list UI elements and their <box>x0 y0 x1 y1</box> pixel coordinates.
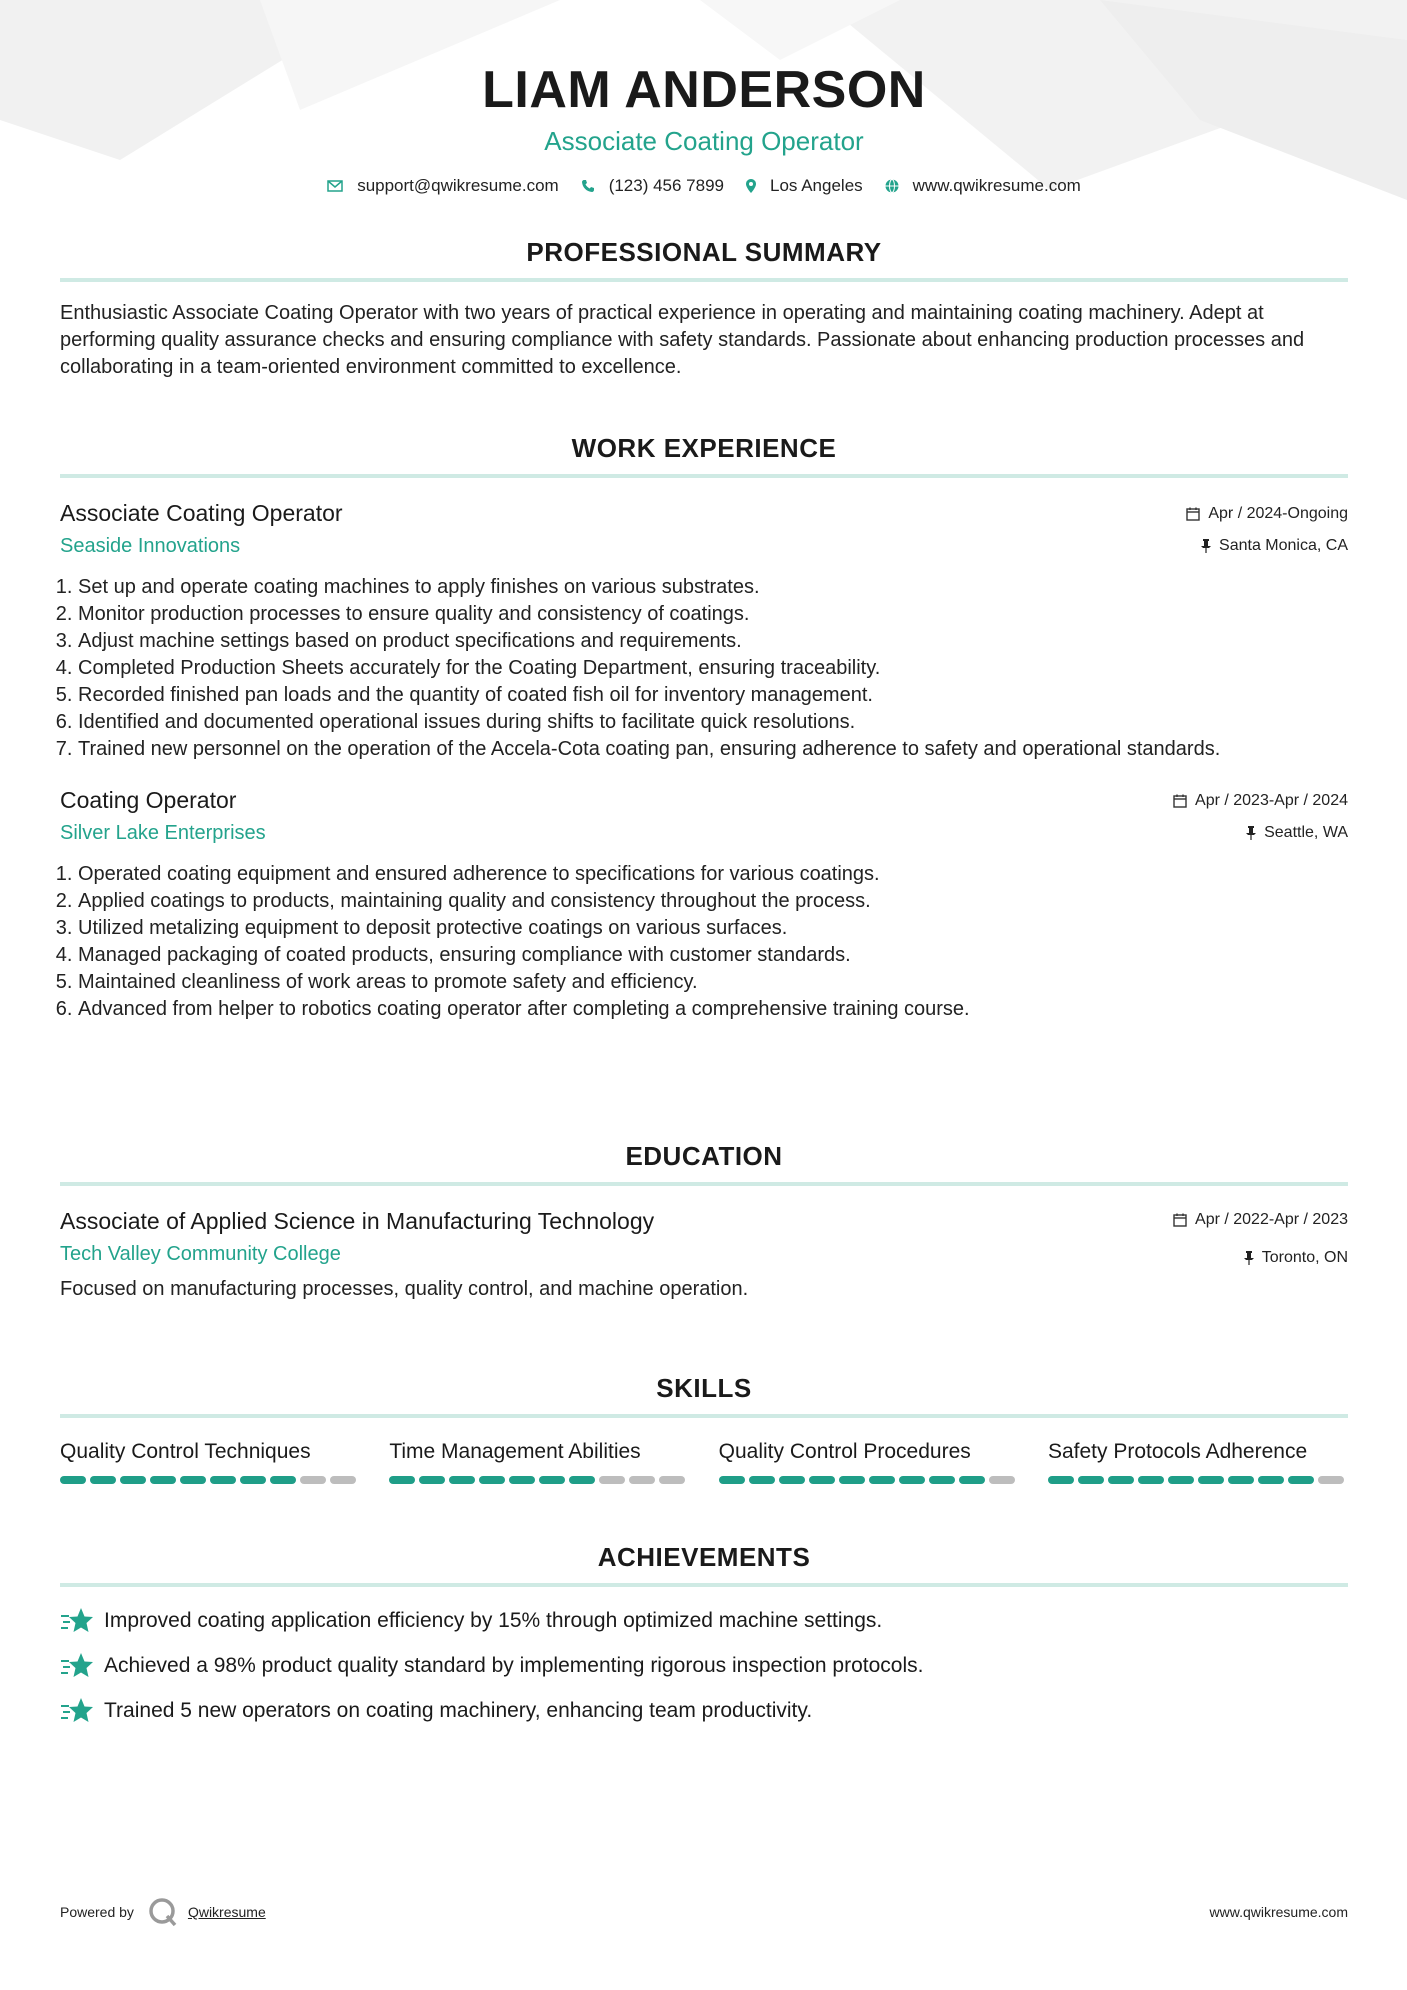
skill-level-segment <box>1168 1476 1194 1484</box>
resume-page <box>60 0 1348 1990</box>
education-heading: EDUCATION <box>60 1141 1348 1186</box>
job-meta <box>1186 498 1348 556</box>
contact-website-text: www.qwikresume.com <box>912 176 1081 195</box>
page-footer <box>60 1897 1348 1927</box>
contact-email-text: support@qwikresume.com <box>357 176 559 195</box>
contact-phone-text: (123) 456 7899 <box>608 176 725 195</box>
achievement-text: Improved coating application efficiency by 15% through optimized machine settings. <box>104 1609 883 1632</box>
skill-level-segment <box>1138 1476 1164 1484</box>
skill-level-segment <box>749 1476 775 1484</box>
skill-level-segment <box>300 1476 326 1484</box>
contact-bar <box>60 176 1348 196</box>
pin-icon <box>1201 539 1211 553</box>
star-icon <box>60 1607 94 1635</box>
skill-level-segment <box>330 1476 356 1484</box>
pin-icon <box>1244 1251 1254 1265</box>
star-icon <box>60 1652 94 1680</box>
list-item: 5. Maintained cleanliness of work areas to promote safety and efficiency. <box>78 969 1348 996</box>
contact-phone[interactable] <box>581 176 724 196</box>
skill-level-segment <box>599 1476 625 1484</box>
job-dates: Apr / 2023-Apr / 2024 <box>1195 792 1348 809</box>
skill-level-segment <box>989 1476 1015 1484</box>
skill-level-segment <box>809 1476 835 1484</box>
achievements-heading: ACHIEVEMENTS <box>60 1542 1348 1587</box>
education-meta <box>1173 1206 1348 1268</box>
job-dates: Apr / 2024-Ongoing <box>1208 505 1348 522</box>
calendar-icon <box>1173 1213 1187 1227</box>
star-icon <box>60 1697 94 1725</box>
experience-section <box>60 433 1348 1023</box>
skill-level-bar <box>719 1476 1019 1484</box>
education-location: Toronto, ON <box>1261 1249 1348 1266</box>
job-role: Associate Coating Operator <box>60 500 343 526</box>
list-item: 1. Operated coating equipment and ensured adherence to specifications for various coatings. <box>78 861 1348 888</box>
job-company: Seaside Innovations <box>60 535 241 557</box>
skill-level-segment <box>509 1476 535 1484</box>
achievement-text: Achieved a 98% product quality standard by implementing rigorous inspection protocols. <box>104 1654 924 1677</box>
skill-level-bar <box>60 1476 360 1484</box>
contact-location-text: Los Angeles <box>770 176 863 195</box>
skills-section <box>60 1373 1348 1484</box>
skill-level-segment <box>839 1476 865 1484</box>
job-location: Seattle, WA <box>1264 824 1348 841</box>
list-item: 7. Trained new personnel on the operation of the Accela-Cota coating pan, ensuring adherence to safety and operational standards. <box>78 736 1348 763</box>
calendar-icon <box>1186 507 1200 521</box>
skill-name: Safety Protocols Adherence <box>1047 1440 1308 1463</box>
skill-level-segment <box>959 1476 985 1484</box>
skill-level-segment <box>60 1476 86 1484</box>
list-item: 5. Recorded finished pan loads and the quantity of coated fish oil for inventory management. <box>78 682 1348 709</box>
skill-item <box>719 1438 1019 1484</box>
skill-level-segment <box>869 1476 895 1484</box>
qwikresume-logo-icon <box>148 1897 178 1927</box>
skill-level-segment <box>659 1476 685 1484</box>
candidate-name: LIAM ANDERSON <box>482 61 926 119</box>
envelope-icon <box>327 180 343 192</box>
skill-level-segment <box>569 1476 595 1484</box>
candidate-title: Associate Coating Operator <box>544 126 864 156</box>
skill-level-bar <box>389 1476 689 1484</box>
education-section <box>60 1141 1348 1303</box>
achievement-item <box>60 1697 1348 1725</box>
calendar-icon <box>1173 794 1187 808</box>
education-degree: Associate of Applied Science in Manufacturing Technology <box>60 1208 655 1234</box>
skill-level-segment <box>899 1476 925 1484</box>
education-description: Focused on manufacturing processes, quality control, and machine operation. <box>60 1278 749 1300</box>
skill-level-segment <box>1078 1476 1104 1484</box>
skill-level-segment <box>419 1476 445 1484</box>
skill-level-segment <box>120 1476 146 1484</box>
skill-level-segment <box>1048 1476 1074 1484</box>
job-bullets <box>60 861 1348 1023</box>
skill-level-segment <box>779 1476 805 1484</box>
qwikresume-link[interactable]: Qwikresume <box>187 1904 266 1920</box>
list-item: 4. Completed Production Sheets accurately for the Coating Department, ensuring traceability. <box>78 655 1348 682</box>
list-item: 3. Utilized metalizing equipment to deposit protective coatings on various surfaces. <box>78 915 1348 942</box>
achievement-item <box>60 1607 1348 1635</box>
footer-website[interactable]: www.qwikresume.com <box>1209 1904 1348 1920</box>
globe-icon <box>885 179 899 193</box>
contact-location <box>746 176 863 196</box>
list-item: 6. Advanced from helper to robotics coating operator after completing a comprehensive training course. <box>78 996 1348 1023</box>
summary-heading: PROFESSIONAL SUMMARY <box>60 237 1348 282</box>
achievement-item <box>60 1652 1348 1680</box>
powered-by-label: Powered by <box>60 1904 134 1920</box>
skill-level-segment <box>1198 1476 1224 1484</box>
education-header <box>60 1206 1348 1268</box>
skill-level-segment <box>240 1476 266 1484</box>
job-meta <box>1173 785 1348 843</box>
list-item: 2. Monitor production processes to ensure quality and consistency of coatings. <box>78 601 1348 628</box>
job-role: Coating Operator <box>60 787 237 813</box>
skill-level-segment <box>1228 1476 1254 1484</box>
skill-level-segment <box>150 1476 176 1484</box>
skill-level-segment <box>719 1476 745 1484</box>
job-location: Santa Monica, CA <box>1219 537 1348 554</box>
list-item: 4. Managed packaging of coated products, ensuring compliance with customer standards. <box>78 942 1348 969</box>
contact-website[interactable] <box>885 176 1081 196</box>
skills-heading: SKILLS <box>60 1373 1348 1418</box>
job-entry <box>60 498 1348 763</box>
list-item: 2. Applied coatings to products, maintaining quality and consistency throughout the process. <box>78 888 1348 915</box>
skill-level-segment <box>929 1476 955 1484</box>
list-item: 6. Identified and documented operational issues during shifts to facilitate quick resolutions. <box>78 709 1348 736</box>
summary-section <box>60 237 1348 381</box>
skill-item <box>1048 1438 1348 1484</box>
skill-level-segment <box>270 1476 296 1484</box>
job-entry <box>60 785 1348 1023</box>
skill-level-segment <box>1318 1476 1344 1484</box>
skill-item <box>389 1438 689 1484</box>
experience-heading: WORK EXPERIENCE <box>60 433 1348 478</box>
job-company: Silver Lake Enterprises <box>60 822 266 844</box>
skill-level-segment <box>210 1476 236 1484</box>
skill-name: Quality Control Techniques <box>60 1440 311 1463</box>
skill-name: Time Management Abilities <box>389 1440 641 1463</box>
map-pin-icon <box>746 179 756 193</box>
summary-text: Enthusiastic Associate Coating Operator with two years of practical experience in operating and maintaining coating machinery. Adept at performing quality assurance checks and ensuring compliance with safety standards. Passionate about enhancing production processes and collaborating in a team-oriented environment committed to excellence. <box>60 302 1305 378</box>
education-dates: Apr / 2022-Apr / 2023 <box>1195 1211 1348 1228</box>
skill-level-bar <box>1048 1476 1348 1484</box>
job-header <box>60 785 1348 847</box>
list-item: 1. Set up and operate coating machines to apply finishes on various substrates. <box>78 574 1348 601</box>
job-bullets <box>60 574 1348 763</box>
skill-level-segment <box>1258 1476 1284 1484</box>
achievement-text: Trained 5 new operators on coating machinery, enhancing team productivity. <box>104 1699 813 1722</box>
job-header <box>60 498 1348 560</box>
achievements-section <box>60 1542 1348 1725</box>
skill-level-segment <box>1108 1476 1134 1484</box>
education-school: Tech Valley Community College <box>60 1243 341 1265</box>
skill-item <box>60 1438 360 1484</box>
skill-level-segment <box>539 1476 565 1484</box>
skill-level-segment <box>90 1476 116 1484</box>
pin-icon <box>1246 826 1256 840</box>
skill-level-segment <box>1288 1476 1314 1484</box>
skill-name: Quality Control Procedures <box>718 1440 971 1463</box>
skill-level-segment <box>479 1476 505 1484</box>
skill-level-segment <box>180 1476 206 1484</box>
contact-email[interactable] <box>327 176 559 196</box>
skill-level-segment <box>389 1476 415 1484</box>
phone-icon <box>581 179 595 193</box>
skill-level-segment <box>449 1476 475 1484</box>
skills-list <box>60 1438 1348 1484</box>
skill-level-segment <box>629 1476 655 1484</box>
list-item: 3. Adjust machine settings based on product specifications and requirements. <box>78 628 1348 655</box>
resume-header <box>60 0 1348 196</box>
